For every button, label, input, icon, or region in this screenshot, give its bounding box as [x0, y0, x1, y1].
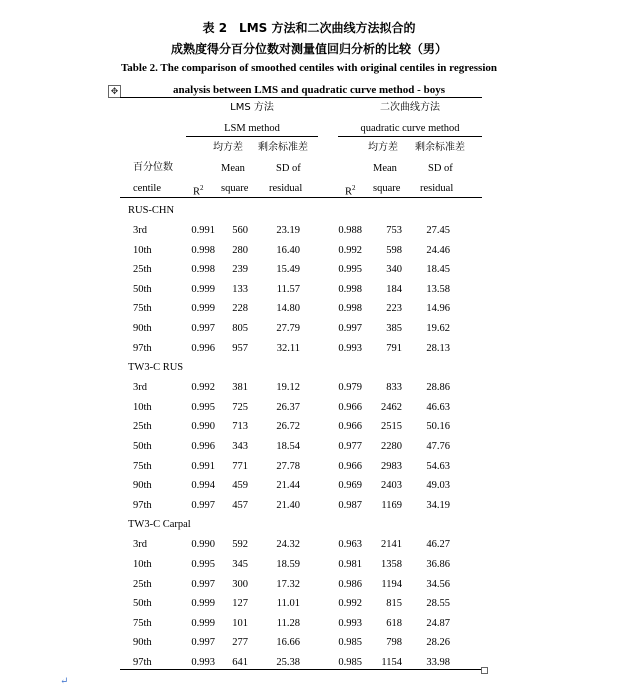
- cell-r2a: 0.997: [191, 578, 215, 590]
- lms-square-header: square: [221, 183, 249, 194]
- cell-msb: 598: [386, 244, 402, 256]
- table-title-en-line2: analysis between LMS and quadratic curve method - boys: [173, 84, 445, 96]
- cell-msb: 1194: [381, 578, 402, 590]
- cell-r2a: 0.998: [191, 264, 215, 276]
- cell-msa: 133: [232, 283, 248, 295]
- cell-c: 97th: [133, 342, 152, 354]
- group-heading: TW3-C RUS: [128, 362, 184, 374]
- cell-c: 75th: [133, 617, 152, 629]
- paragraph-mark-icon: ↵: [60, 676, 69, 687]
- cell-sda: 18.59: [276, 559, 300, 570]
- cell-msb: 223: [386, 303, 402, 315]
- lms-mean-square-cn: 均方差: [213, 142, 243, 153]
- cell-msa: 957: [232, 342, 248, 354]
- cell-msb: 2141: [381, 539, 402, 551]
- cell-sda: 27.78: [276, 460, 300, 472]
- cell-msb: 385: [386, 323, 402, 334]
- cell-sda: 19.12: [276, 382, 300, 394]
- lms-mean-header: Mean: [221, 163, 245, 174]
- cell-r2a: 0.999: [191, 303, 215, 315]
- cell-msa: 381: [232, 382, 248, 394]
- table-title-en-line1: Table 2. The comparison of smoothed centiles with original centiles in regression: [120, 62, 498, 74]
- cell-r2a: 0.991: [191, 460, 215, 472]
- cell-sda: 25.38: [276, 657, 300, 668]
- cell-c: 25th: [133, 421, 152, 433]
- cell-msa: 277: [232, 637, 248, 649]
- cell-msa: 592: [232, 539, 248, 551]
- group-heading: TW3-C Carpal: [128, 519, 191, 531]
- lms-en-header: LSM method: [224, 123, 280, 134]
- cell-c: 25th: [133, 264, 152, 276]
- cell-c: 25th: [133, 578, 152, 590]
- quad-cn-header: 二次曲线方法: [380, 102, 440, 113]
- cell-r2b: 0.969: [338, 480, 362, 492]
- cell-msb: 340: [386, 264, 402, 276]
- cell-c: 3rd: [133, 539, 147, 551]
- cell-msb: 833: [386, 382, 402, 394]
- lms-sd-residual-cn: 剩余标准差: [258, 142, 308, 153]
- cell-r2a: 0.997: [191, 323, 215, 334]
- cell-r2a: 0.999: [191, 283, 215, 295]
- cell-sda: 27.79: [276, 323, 300, 334]
- cell-msb: 791: [386, 342, 402, 354]
- cell-r2a: 0.997: [191, 637, 215, 649]
- cell-r2a: 0.995: [191, 559, 215, 570]
- cell-msb: 1358: [381, 559, 402, 570]
- quad-r2-header: [345, 182, 356, 199]
- cell-sdb: 27.45: [426, 225, 450, 236]
- cell-sda: 11.01: [276, 598, 300, 610]
- cell-sda: 26.72: [276, 421, 300, 433]
- table-title-cn-line1: 表 2 LMS 方法和二次曲线方法拟合的: [202, 21, 416, 35]
- quad-sd-of-header: SD of: [428, 163, 453, 174]
- cell-sdb: 36.86: [426, 559, 450, 570]
- cell-r2b: 0.977: [338, 441, 362, 452]
- cell-r2b: 0.998: [338, 283, 362, 295]
- cell-c: 97th: [133, 499, 152, 511]
- cell-r2a: 0.995: [191, 401, 215, 413]
- cell-c: 50th: [133, 441, 152, 452]
- cell-c: 90th: [133, 637, 152, 649]
- cell-r2a: 0.997: [191, 499, 215, 511]
- cell-c: 10th: [133, 244, 152, 256]
- cell-r2b: 0.987: [338, 499, 362, 511]
- r2-label: R: [345, 186, 353, 198]
- cell-c: 50th: [133, 283, 152, 295]
- cell-r2b: 0.998: [338, 303, 362, 315]
- cell-sdb: 47.76: [426, 441, 450, 452]
- cell-r2b: 0.997: [338, 323, 362, 334]
- cell-msa: 641: [232, 657, 248, 668]
- cell-msa: 300: [232, 578, 248, 590]
- cell-r2b: 0.992: [338, 598, 362, 610]
- cell-msb: 2983: [381, 460, 402, 472]
- r2-label: R: [193, 186, 201, 198]
- cell-r2a: 0.990: [191, 421, 215, 433]
- cell-c: 3rd: [133, 382, 147, 394]
- cell-r2b: 0.966: [338, 401, 362, 413]
- cell-r2b: 0.986: [338, 578, 362, 590]
- cell-sda: 17.32: [276, 578, 300, 590]
- cell-r2b: 0.993: [338, 342, 362, 354]
- cell-sda: 21.40: [276, 499, 300, 511]
- cell-msa: 725: [232, 401, 248, 413]
- cell-c: 97th: [133, 657, 152, 668]
- cell-c: 3rd: [133, 225, 147, 236]
- cell-sda: 21.44: [276, 480, 300, 492]
- cell-msa: 457: [232, 499, 248, 511]
- cell-sdb: 28.13: [426, 342, 450, 354]
- cell-r2a: 0.991: [191, 225, 215, 236]
- cell-r2a: 0.993: [191, 657, 215, 668]
- quad-en-header: quadratic curve method: [360, 123, 460, 134]
- cell-msb: 1169: [381, 499, 402, 511]
- centile-cn-header: 百分位数: [133, 162, 173, 173]
- cell-sdb: 33.98: [426, 657, 450, 668]
- cell-sda: 16.40: [276, 244, 300, 256]
- table-resize-handle[interactable]: [481, 667, 488, 674]
- cell-r2b: 0.992: [338, 244, 362, 256]
- cell-r2a: 0.999: [191, 598, 215, 610]
- cell-c: 90th: [133, 480, 152, 492]
- cell-sda: 18.54: [276, 441, 300, 452]
- cell-msa: 713: [232, 421, 248, 433]
- cell-msb: 2403: [381, 480, 402, 492]
- lms-group-rule: [186, 136, 318, 137]
- cell-r2a: 0.998: [191, 244, 215, 256]
- quad-mean-header: Mean: [373, 163, 397, 174]
- cell-sda: 32.11: [276, 342, 300, 354]
- cell-r2a: 0.996: [191, 441, 215, 452]
- cell-msb: 815: [386, 598, 402, 610]
- quad-sd-residual-cn: 剩余标准差: [415, 142, 465, 153]
- group-heading: RUS-CHN: [128, 205, 175, 216]
- cell-sdb: 28.55: [426, 598, 450, 610]
- cell-sda: 16.66: [276, 637, 300, 649]
- cell-sdb: 34.19: [426, 499, 450, 511]
- cell-msa: 459: [232, 480, 248, 492]
- cell-r2b: 0.966: [338, 421, 362, 433]
- lms-residual-header: residual: [269, 183, 303, 194]
- cell-sdb: 18.45: [426, 264, 450, 276]
- quad-square-header: square: [373, 183, 401, 194]
- cell-r2b: 0.995: [338, 264, 362, 276]
- cell-msb: 798: [386, 637, 402, 649]
- quad-mean-square-cn: 均方差: [368, 142, 398, 153]
- quad-group-rule: [338, 136, 482, 137]
- cell-sdb: 34.56: [426, 578, 450, 590]
- cell-sda: 26.37: [276, 401, 300, 413]
- cell-msa: 280: [232, 244, 248, 256]
- cell-sdb: 46.63: [426, 401, 450, 413]
- cell-sdb: 24.46: [426, 244, 450, 256]
- cell-r2b: 0.985: [338, 657, 362, 668]
- cell-c: 90th: [133, 323, 152, 334]
- cell-r2b: 0.963: [338, 539, 362, 551]
- cell-sdb: 28.86: [426, 382, 450, 394]
- cell-c: 10th: [133, 401, 152, 413]
- cell-r2a: 0.994: [191, 480, 215, 492]
- cell-r2b: 0.981: [338, 559, 362, 570]
- top-rule: [120, 97, 482, 98]
- r2-sup: 2: [352, 184, 356, 192]
- cell-sdb: 14.96: [426, 303, 450, 315]
- cell-r2a: 0.990: [191, 539, 215, 551]
- cell-c: 10th: [133, 559, 152, 570]
- cell-msa: 343: [232, 441, 248, 452]
- quad-residual-header: residual: [420, 183, 454, 194]
- cell-msb: 1154: [381, 657, 402, 668]
- cell-sdb: 28.26: [426, 637, 450, 649]
- cell-c: 75th: [133, 460, 152, 472]
- centile-en-header: centile: [133, 183, 161, 194]
- cell-sdb: 54.63: [426, 460, 450, 472]
- lms-r2-header: [193, 182, 204, 199]
- lms-sd-of-header: SD of: [276, 163, 301, 174]
- table-title-cn-line2: 成熟度得分百分位数对测量值回归分析的比较（男）: [170, 42, 447, 56]
- table-move-handle-icon[interactable]: ✥: [108, 85, 121, 98]
- cell-msa: 101: [232, 617, 248, 629]
- cell-r2b: 0.988: [338, 225, 362, 236]
- cell-msa: 805: [232, 323, 248, 334]
- cell-sdb: 13.58: [426, 283, 450, 295]
- cell-sda: 15.49: [276, 264, 300, 276]
- cell-msa: 228: [232, 303, 248, 315]
- cell-r2b: 0.993: [338, 617, 362, 629]
- cell-sdb: 24.87: [426, 617, 450, 629]
- cell-msa: 560: [232, 225, 248, 236]
- cell-sdb: 50.16: [426, 421, 450, 433]
- cell-sda: 23.19: [276, 225, 300, 236]
- cell-sdb: 46.27: [426, 539, 450, 551]
- cell-msb: 753: [386, 225, 402, 236]
- cell-r2b: 0.985: [338, 637, 362, 649]
- lms-cn-header: LMS 方法: [230, 102, 274, 113]
- cell-r2a: 0.992: [191, 382, 215, 394]
- cell-c: 50th: [133, 598, 152, 610]
- cell-r2b: 0.979: [338, 382, 362, 394]
- cell-r2a: 0.996: [191, 342, 215, 354]
- cell-sda: 11.57: [276, 283, 300, 295]
- r2-sup: 2: [200, 184, 204, 192]
- cell-msb: 2462: [381, 401, 402, 413]
- cell-sdb: 49.03: [426, 480, 450, 492]
- cell-r2a: 0.999: [191, 617, 215, 629]
- cell-c: 75th: [133, 303, 152, 315]
- cell-sdb: 19.62: [426, 323, 450, 334]
- header-bottom-rule: [120, 197, 482, 198]
- cell-sda: 24.32: [276, 539, 300, 551]
- cell-r2b: 0.966: [338, 460, 362, 472]
- cell-sda: 11.28: [276, 617, 300, 629]
- cell-msb: 2515: [381, 421, 402, 433]
- cell-msa: 771: [232, 460, 248, 472]
- cell-msb: 184: [386, 283, 402, 295]
- cell-msa: 127: [232, 598, 248, 610]
- cell-msb: 618: [386, 617, 402, 629]
- cell-sda: 14.80: [276, 303, 300, 315]
- bottom-rule: [120, 669, 482, 670]
- cell-msa: 239: [232, 264, 248, 276]
- cell-msa: 345: [232, 559, 248, 570]
- cell-msb: 2280: [381, 441, 402, 452]
